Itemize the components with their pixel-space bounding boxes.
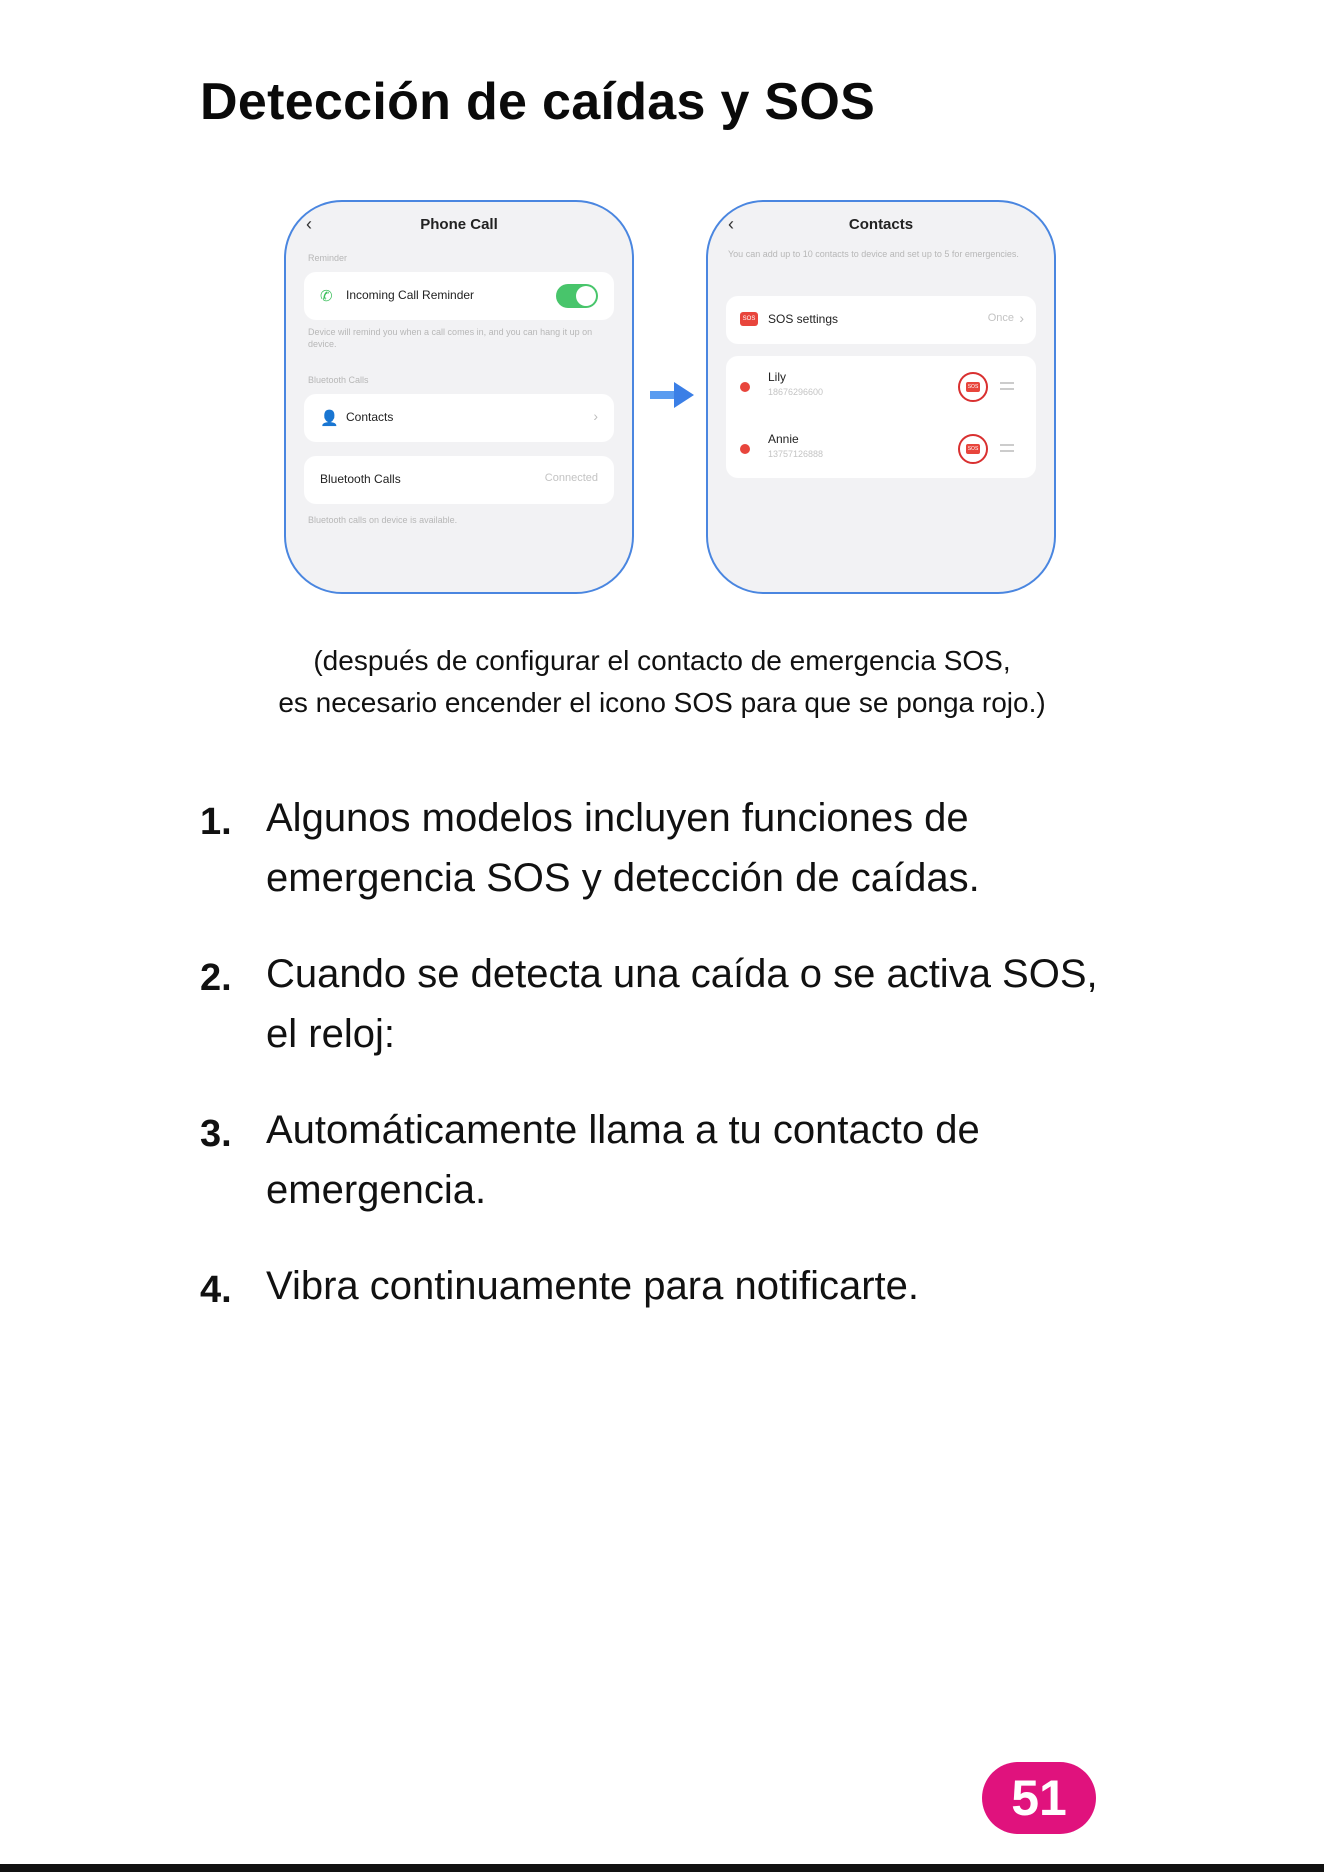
incoming-call-toggle	[556, 284, 598, 308]
step-number: 2.	[200, 957, 232, 999]
sos-icon: SOS	[967, 384, 979, 390]
drag-handle-icon	[1000, 444, 1014, 452]
step-number: 4.	[200, 1269, 232, 1311]
contacts-row	[304, 394, 614, 442]
reminder-note: Device will remind you when a call comes in, and you can hang it up on device.	[308, 327, 593, 349]
step-number: 3.	[200, 1113, 232, 1155]
step-item	[200, 1256, 1100, 1316]
contact-row	[726, 356, 1036, 416]
contact-number: 18676296600	[768, 387, 824, 397]
chevron-right-icon: ›	[593, 408, 598, 424]
step-text: Automáticamente llama a tu contacto de emergencia.	[266, 1108, 980, 1212]
sos-badge-icon: SOS	[740, 312, 758, 326]
sos-highlight-circle	[958, 434, 988, 464]
chevron-right-icon: ›	[1019, 310, 1024, 326]
screen-header	[286, 212, 632, 240]
step-item	[200, 1100, 1100, 1220]
bottom-rule	[0, 1864, 1324, 1872]
page-number-badge: 51	[982, 1762, 1096, 1834]
contacts-card	[304, 394, 614, 442]
bt-calls-status: Connected	[544, 472, 598, 484]
step-item	[200, 788, 1100, 908]
bt-calls-card	[304, 456, 614, 504]
contact-avatar-dot	[740, 444, 750, 454]
phone-incoming-icon: ✆	[320, 288, 333, 305]
incoming-call-label: Incoming Call Reminder	[346, 288, 475, 302]
caption-line-1: (después de configurar el contacto de emergencia SOS,	[313, 645, 1011, 676]
step-text: Vibra continuamente para notificarte.	[266, 1264, 919, 1308]
step-item	[200, 944, 1100, 1064]
figure-caption	[200, 640, 1124, 724]
sos-settings-value: Once	[987, 312, 1014, 324]
incoming-call-card	[304, 272, 614, 320]
contact-name: Lily	[768, 370, 787, 384]
page-title: Detección de caídas y SOS	[200, 73, 876, 131]
contacts-screenshot	[706, 200, 1056, 594]
contact-name: Annie	[768, 432, 799, 446]
screen-header	[708, 212, 1054, 240]
contacts-list	[726, 356, 1036, 478]
incoming-call-row	[304, 272, 614, 320]
contacts-label: Contacts	[346, 410, 394, 424]
sos-settings-label: SOS settings	[768, 312, 839, 326]
step-text: Algunos modelos incluyen funciones de emergencia SOS y detección de caídas.	[266, 796, 980, 900]
contact-row	[726, 418, 1036, 478]
chevron-left-icon: ‹	[306, 214, 312, 234]
person-icon: 👤	[320, 410, 339, 427]
caption-line-2: es necesario encender el icono SOS para que se ponga rojo.)	[278, 687, 1046, 718]
sos-icon: SOS	[967, 446, 979, 452]
bt-note: Bluetooth calls on device is available.	[308, 515, 458, 525]
contacts-note: You can add up to 10 contacts to device and set up to 5 for emergencies.	[728, 249, 1019, 259]
sos-settings-card	[726, 296, 1036, 344]
arrow-right-icon	[650, 380, 696, 410]
screen-title: Phone Call	[420, 216, 498, 233]
section-label-bt: Bluetooth Calls	[308, 375, 369, 385]
screen-title: Contacts	[848, 216, 914, 233]
contact-number: 13757126888	[768, 449, 824, 459]
section-label-reminder: Reminder	[308, 253, 348, 263]
chevron-left-icon: ‹	[728, 214, 734, 234]
contact-avatar-dot	[740, 382, 750, 392]
phone-call-screenshot	[284, 200, 634, 594]
drag-handle-icon	[1000, 382, 1014, 390]
step-number: 1.	[200, 801, 232, 843]
sos-highlight-circle	[958, 372, 988, 402]
steps-list	[200, 788, 1100, 1352]
step-text: Cuando se detecta una caída o se activa SOS, el reloj:	[266, 952, 1098, 1056]
bt-calls-label: Bluetooth Calls	[320, 472, 401, 486]
